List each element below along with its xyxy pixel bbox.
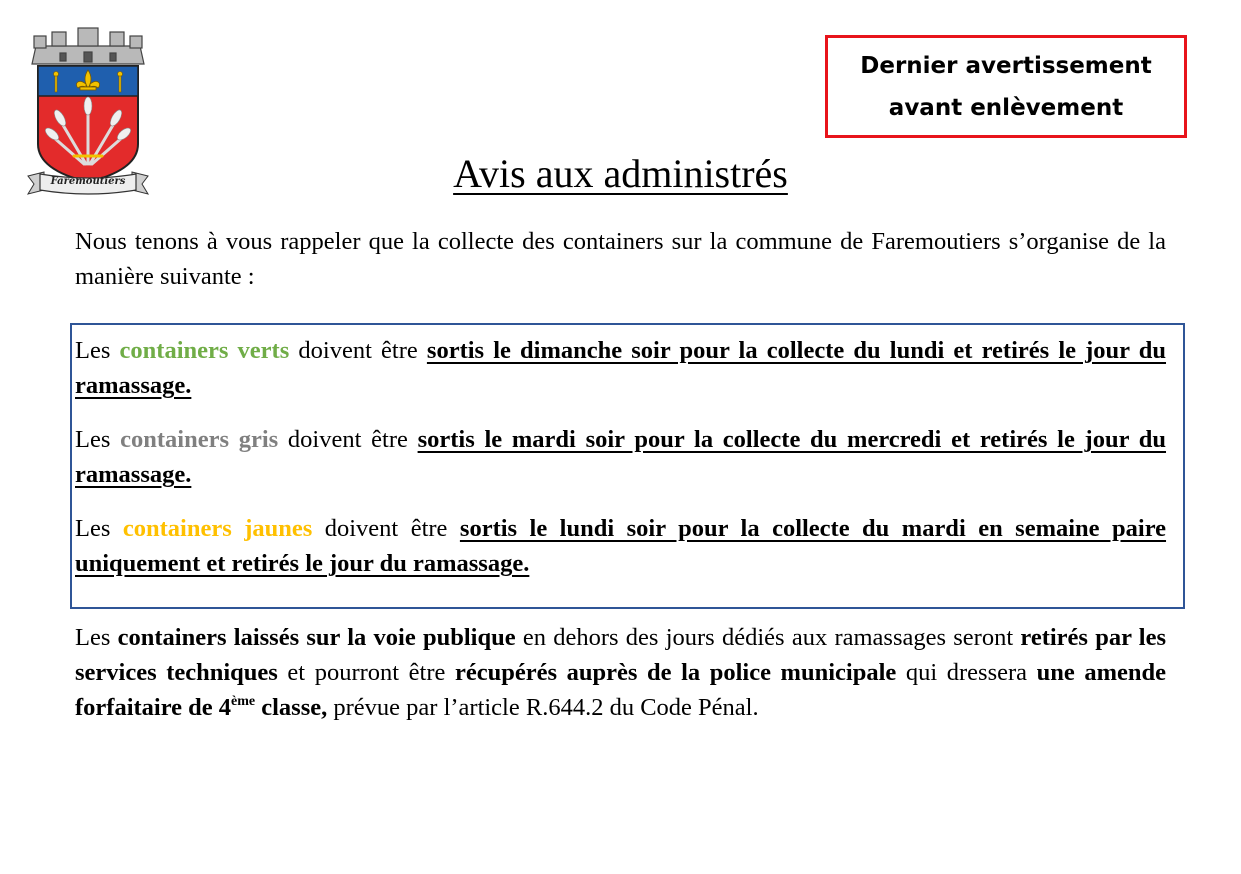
rule-green-containers: [75, 333, 1166, 403]
green-container-label: containers verts: [119, 337, 290, 364]
rule-prefix: Les: [75, 426, 121, 453]
yellow-container-label: containers jaunes: [122, 515, 313, 542]
penalty-text: qui dressera: [896, 659, 1037, 686]
rule-verb: doivent être: [289, 337, 427, 364]
yellow-container-instruction: sortis le lundi soir pour la collecte du mardi en semaine paire uniquement et retirés le jour du ramassage.: [75, 515, 1167, 577]
rule-gray-containers: [75, 422, 1166, 492]
penalty-text: Les: [75, 624, 118, 651]
penalty-text: et pourront être: [277, 659, 455, 686]
final-warning-box: [825, 35, 1187, 138]
mural-crown-icon: [32, 28, 144, 64]
penalty-text: en dehors des jours dédiés aux ramassages seront: [515, 624, 1021, 651]
penalty-bold-text: containers laissés sur la voie publique: [117, 624, 516, 651]
rule-prefix: Les: [75, 337, 120, 364]
warning-line-1: Dernier avertissement: [860, 52, 1152, 79]
penalty-bold-text: retirés par les services techniques: [75, 624, 1166, 686]
page-title-text: Avis aux administrés: [453, 151, 788, 196]
penalty-bold-text: récupérés auprès de la police municipale: [454, 659, 897, 686]
green-container-instruction: sortis le dimanche soir pour la collecte du lundi et retirés le jour du ramassage.: [75, 337, 1167, 399]
gray-container-instruction: sortis le mardi soir pour la collecte du mercredi et retirés le jour du ramassage.: [75, 426, 1167, 488]
penalty-text: prévue par l’article R.644.2 du Code Pénal.: [327, 694, 759, 721]
crest-motto: Faremoutiers: [50, 176, 126, 187]
rule-prefix: Les: [75, 515, 123, 542]
rule-verb: doivent être: [312, 515, 460, 542]
rule-verb: doivent être: [278, 426, 418, 453]
gray-container-label: containers gris: [120, 426, 279, 453]
penalty-paragraph: [75, 620, 1166, 725]
fine-class-superscript: ème: [231, 694, 256, 709]
fine-class-text: classe,: [255, 694, 328, 721]
intro-paragraph: Nous tenons à vous rappeler que la collecte des containers sur la commune de Faremoutiers s’organise de la manière suivante :: [75, 228, 1166, 290]
warning-line-2: avant enlèvement: [888, 94, 1124, 121]
page-title: [0, 150, 1241, 197]
rule-yellow-containers: [75, 511, 1166, 581]
fine-amount-text: une amende forfaitaire de 4: [75, 659, 1166, 721]
